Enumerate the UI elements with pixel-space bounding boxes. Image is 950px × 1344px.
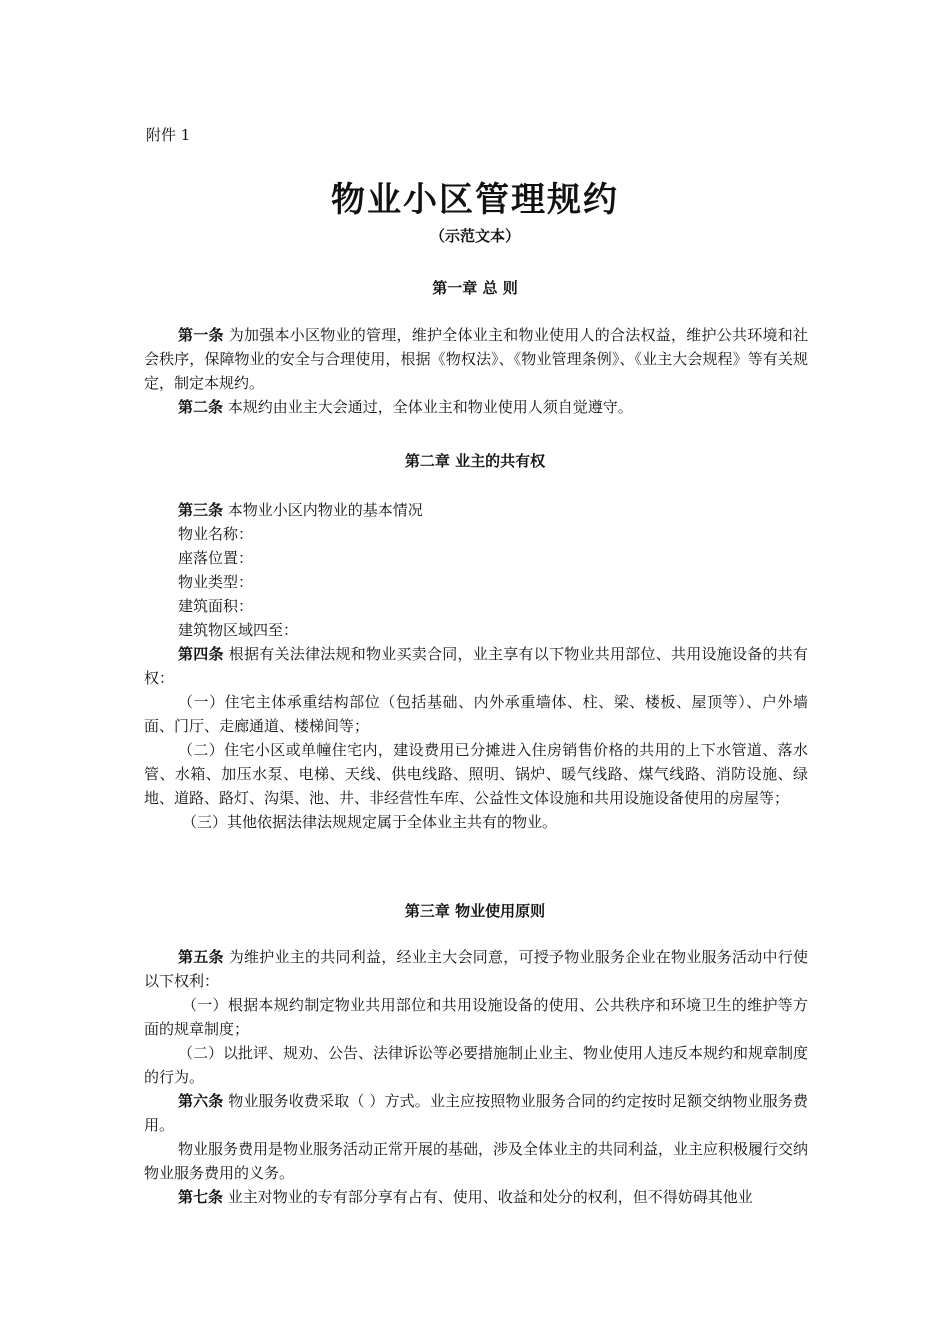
field-building-area: 建筑面积： [178, 597, 254, 615]
article-1-label: 第一条 [178, 326, 224, 344]
article-1-text: 为加强本小区物业的管理，维护全体业主和物业使用人的合法权益，维护公共环境和社会秩序，保障物业的安全与合理使用，根据《物权法》、《物业管理条例》、《业主大会规程》等有关规定，制定本规约。 [144, 326, 808, 392]
article-7 [144, 1185, 808, 1209]
article-5-text: 为维护业主的共同利益，经业主大会同意，可授予物业服务企业在物业服务活动中行使以下权利： [144, 948, 808, 990]
field-property-type: 物业类型： [178, 573, 254, 591]
field-location: 座落位置： [178, 549, 254, 567]
article-6-label: 第六条 [178, 1092, 224, 1110]
article-4-item-2: （二）住宅小区或单幢住宅内，建设费用已分摊进入住房销售价格的共用的上下水管道、落水管、水箱、加压水泵、电梯、天线、供电线路、照明、锅炉、暖气线路、煤气线路、消防设施、绿地、道路、路灯、沟渠、池、井、非经营性车库、公益性文体设施和共用设施设备使用的房屋等； [144, 741, 808, 807]
article-4-item-1: （一）住宅主体承重结构部位（包括基础、内外承重墙体、柱、梁、楼板、屋顶等）、户外墙面、门厅、走廊通道、楼梯间等； [144, 693, 808, 735]
article-4-label: 第四条 [178, 645, 224, 663]
article-2-label: 第二条 [178, 398, 224, 416]
article-4-text: 根据有关法律法规和物业买卖合同，业主享有以下物业共用部位、共用设施设备的共有权： [144, 645, 808, 687]
chapter-1-heading: 第一章 总 则 [432, 279, 518, 297]
article-2-text: 本规约由业主大会通过，全体业主和物业使用人须自觉遵守。 [223, 398, 633, 416]
field-area-boundaries: 建筑物区域四至： [178, 621, 299, 639]
chapter-2-heading: 第二章 业主的共有权 [404, 452, 546, 470]
document-title: 物业小区管理规约 [331, 180, 619, 220]
chapter-3-heading: 第三章 物业使用原则 [404, 902, 546, 920]
article-7-text: 业主对物业的专有部分享有占有、使用、收益和处分的权利，但不得妨碍其他业 [223, 1188, 753, 1206]
document-subtitle: （示范文本） [429, 227, 520, 245]
article-7-label: 第七条 [178, 1188, 224, 1206]
article-3 [144, 498, 808, 522]
chapter-2-body [144, 498, 808, 834]
article-3-label: 第三条 [178, 501, 224, 519]
article-4 [144, 642, 808, 690]
article-6-text: 物业服务收费采取（ ）方式。业主应按照物业服务合同的约定按时足额交纳物业服务费用。 [144, 1092, 808, 1134]
chapter-1-body [144, 323, 808, 419]
article-5-item-2: （二）以批评、规劝、公告、法律诉讼等必要措施制止业主、物业使用人违反本规约和规章制度的行为。 [144, 1044, 809, 1086]
article-5 [144, 945, 808, 993]
chapter-3-body [144, 945, 808, 1209]
article-4-item-3: （三）其他依据法律法规规定属于全体业主共有的物业。 [182, 813, 558, 831]
article-6 [144, 1089, 808, 1137]
article-6-paragraph: 物业服务费用是物业服务活动正常开展的基础，涉及全体业主的共同利益，业主应积极履行交纳物业服务费用的义务。 [144, 1140, 809, 1182]
article-5-item-1: （一）根据本规约制定物业共用部位和共用设施设备的使用、公共秩序和环境卫生的维护等方面的规章制度； [144, 996, 808, 1038]
article-1 [144, 323, 808, 395]
field-property-name: 物业名称： [178, 525, 254, 543]
article-5-label: 第五条 [178, 948, 224, 966]
article-2 [144, 395, 808, 419]
annex-label: 附件 1 [146, 126, 191, 144]
article-3-text: 本物业小区内物业的基本情况 [223, 501, 423, 519]
